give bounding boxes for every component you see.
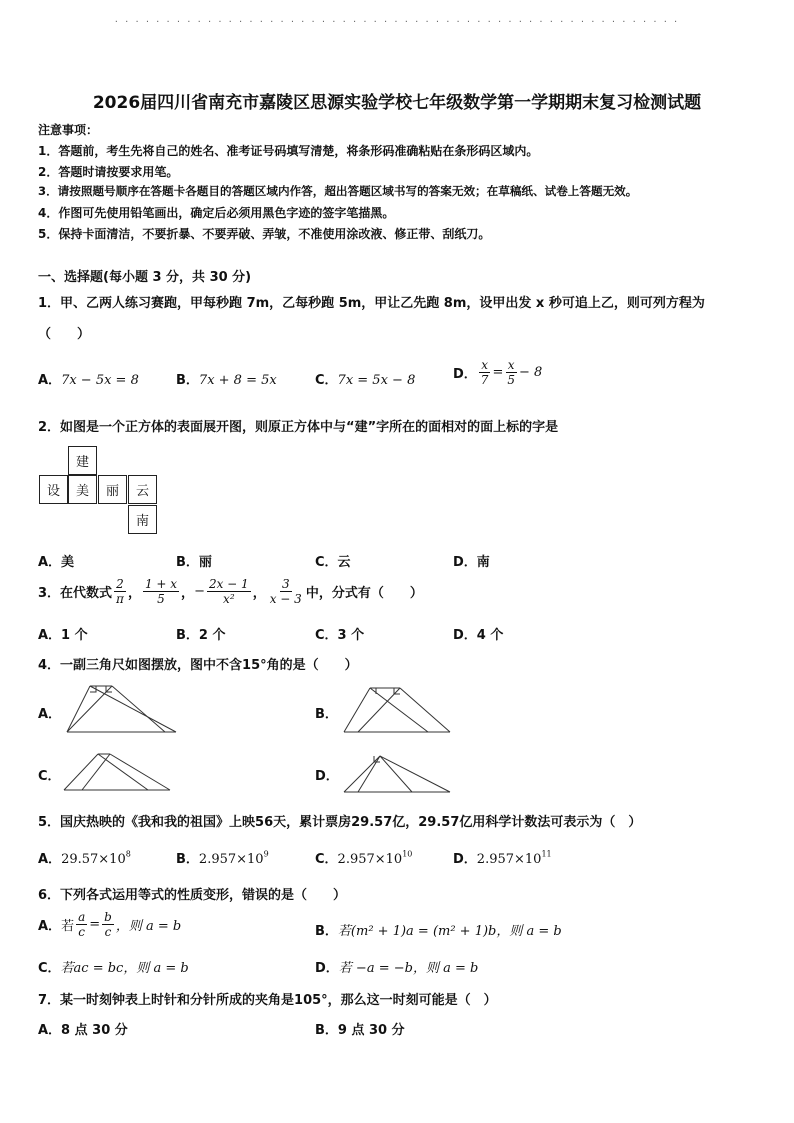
triangle-figure-b — [338, 682, 463, 734]
q6-option-a — [38, 910, 181, 939]
triangle-figure-c — [60, 750, 175, 792]
option-text: 若(m² + 1)a = (m² + 1)b，则 a = b — [337, 924, 562, 939]
equals-sign: = — [89, 917, 101, 932]
net-cell-nan: 南 — [128, 505, 157, 534]
q4-stem: 4．一副三角尺如图摆放，图中不含15°角的是（ ） — [38, 658, 358, 673]
q2-option-a: A．美 — [38, 555, 75, 570]
q5-option-d — [453, 848, 552, 867]
q3-option-d: D．4 个 — [453, 628, 504, 643]
note-item-1: 1．答题前，考生先将自己的姓名、准考证号码填写清楚，将条形码准确粘贴在条形码区域内。 — [38, 144, 539, 158]
option-text: 2.957×10 — [476, 852, 542, 867]
q2-option-c: C．云 — [315, 555, 351, 570]
q3-option-a: A．1 个 — [38, 628, 88, 643]
numerator: 3 — [281, 577, 290, 591]
q1-option-d — [453, 358, 542, 387]
net-cell-she: 设 — [39, 475, 68, 504]
denominator: 7 — [480, 373, 489, 387]
net-cell-yun: 云 — [128, 475, 157, 504]
q4-option-a: A． — [38, 707, 62, 722]
option-text: 7x − 5x = 8 — [61, 373, 139, 388]
equals-sign: = — [492, 365, 504, 380]
net-cell-mei: 美 — [68, 475, 97, 504]
option-label: D． — [453, 852, 477, 867]
option-label: A． — [38, 373, 62, 388]
minus-sign: − — [194, 584, 205, 599]
q2-option-d: D．南 — [453, 555, 490, 570]
q3-stem — [38, 577, 423, 606]
option-label: A． — [38, 852, 62, 867]
denominator: 5 — [507, 373, 515, 387]
q2-option-b: B．丽 — [176, 555, 212, 570]
exponent: 10 — [402, 849, 413, 859]
exponent: 11 — [541, 849, 552, 859]
q5-option-b — [176, 848, 269, 867]
option-text: 7x + 8 = 5x — [198, 373, 277, 388]
fraction — [76, 910, 87, 939]
option-text: 7x = 5x − 8 — [337, 373, 416, 388]
page-title: 2026届四川省南充市嘉陵区思源实验学校七年级数学第一学期期末复习检测试题 — [92, 93, 702, 113]
numerator: x — [481, 358, 488, 372]
exponent: 8 — [125, 849, 131, 859]
option-label: B． — [315, 924, 338, 939]
fraction — [479, 358, 491, 387]
option-label: C． — [315, 373, 338, 388]
numerator: a — [78, 910, 86, 924]
option-text: 若 −a = −b，则 a = b — [338, 961, 479, 976]
fraction — [268, 577, 304, 606]
option-label: D． — [453, 367, 477, 382]
option-text: 29.57×10 — [61, 852, 126, 867]
triangle-figure-a — [60, 680, 185, 735]
q5-option-a — [38, 848, 131, 867]
option-label: C． — [38, 961, 61, 976]
q1-stem: 1．甲、乙两人练习赛跑，甲每秒跑 7m，乙每秒跑 5m，甲让乙先跑 8m，设甲出发 x 秒可追上乙，则可列方程为 — [38, 296, 705, 311]
note-item-5: 5．保持卡面清洁，不要折暴、不要弄破、弄皱，不准使用涂改液、修正带、刮纸刀。 — [38, 227, 491, 241]
numerator: b — [104, 910, 112, 924]
denominator: π — [116, 592, 124, 606]
q1-option-b — [176, 369, 277, 388]
denominator: 5 — [157, 592, 165, 606]
q4-option-b: B． — [315, 707, 338, 722]
q5-option-c — [315, 848, 412, 867]
option-text: 2.957×10 — [337, 852, 403, 867]
option-label: C． — [315, 852, 338, 867]
fraction — [505, 358, 517, 387]
separator: ， — [252, 586, 266, 601]
option-text: − 8 — [518, 365, 543, 380]
note-item-4: 4．作图可先使用铅笔画出，确定后必须用黑色字迹的签字笔描黑。 — [38, 206, 395, 220]
note-item-3: 3．请按照题号顺序在答题卡各题目的答题区域内作答，超出答题区域书写的答案无效；在草稿纸、试卷上答题无效。 — [38, 184, 638, 198]
separator: ， — [181, 586, 195, 601]
option-label: B． — [176, 852, 199, 867]
triangle-figure-d — [338, 750, 456, 795]
q7-option-b: B．9 点 30 分 — [315, 1023, 405, 1038]
header-dots: . . . . . . . . . . . . . . . . . . . . . . . . . . . . . . . . . . . . . . . . . . . . . . . . . . . . . . . — [114, 14, 680, 25]
numerator: 1 + x — [144, 577, 178, 591]
denominator: c — [78, 925, 86, 939]
q6-option-b — [315, 920, 562, 939]
option-label: A． — [38, 919, 62, 934]
section-heading: 一、选择题(每小题 3 分，共 30 分) — [38, 270, 252, 285]
stem-text: 中，分式有（ ） — [305, 586, 423, 601]
q6-stem: 6．下列各式运用等式的性质变形，错误的是（ ） — [38, 888, 347, 903]
fraction — [207, 577, 251, 606]
denominator: x − 3 — [269, 592, 302, 606]
q1-paren: （ ） — [38, 327, 91, 342]
notes-heading: 注意事项： — [38, 123, 99, 137]
q1-option-a — [38, 369, 139, 388]
q3-option-b: B．2 个 — [176, 628, 226, 643]
option-text: 若ac = bc，则 a = b — [60, 961, 189, 976]
q5-stem: 5．国庆热映的《我和我的祖国》上映56天，累计票房29.57亿，29.57亿用科学计数法可表示为（ ） — [38, 815, 642, 830]
option-text: ，则 a = b — [115, 919, 182, 934]
q7-option-a: A．8 点 30 分 — [38, 1023, 128, 1038]
option-label: B． — [176, 373, 199, 388]
net-cell-li: 丽 — [98, 475, 127, 504]
option-text: 若 — [61, 919, 75, 934]
exponent: 9 — [263, 849, 269, 859]
separator: ， — [127, 586, 141, 601]
q1-option-c — [315, 369, 415, 388]
q7-stem: 7．某一时刻钟表上时针和分针所成的夹角是105°，那么这一时刻可能是（ ） — [38, 993, 497, 1008]
q6-option-c — [38, 957, 189, 976]
fraction — [102, 910, 114, 939]
denominator: c — [104, 925, 112, 939]
option-text: 2.957×10 — [198, 852, 264, 867]
numerator: 2 — [116, 577, 124, 591]
q6-option-d — [315, 957, 478, 976]
numerator: 2x − 1 — [208, 577, 249, 591]
numerator: x — [507, 358, 515, 372]
stem-text: 3．在代数式 — [38, 586, 113, 601]
q3-option-c: C．3 个 — [315, 628, 365, 643]
net-cell-jian: 建 — [68, 446, 97, 475]
q4-option-c: C． — [38, 769, 61, 784]
note-item-2: 2．答题时请按要求用笔。 — [38, 165, 179, 179]
denominator: x² — [223, 592, 235, 606]
option-label: D． — [315, 961, 339, 976]
q2-stem: 2．如图是一个正方体的表面展开图，则原正方体中与“建”字所在的面相对的面上标的字是 — [38, 420, 559, 435]
fraction — [143, 577, 179, 606]
fraction — [114, 577, 126, 606]
q4-option-d: D． — [315, 769, 339, 784]
